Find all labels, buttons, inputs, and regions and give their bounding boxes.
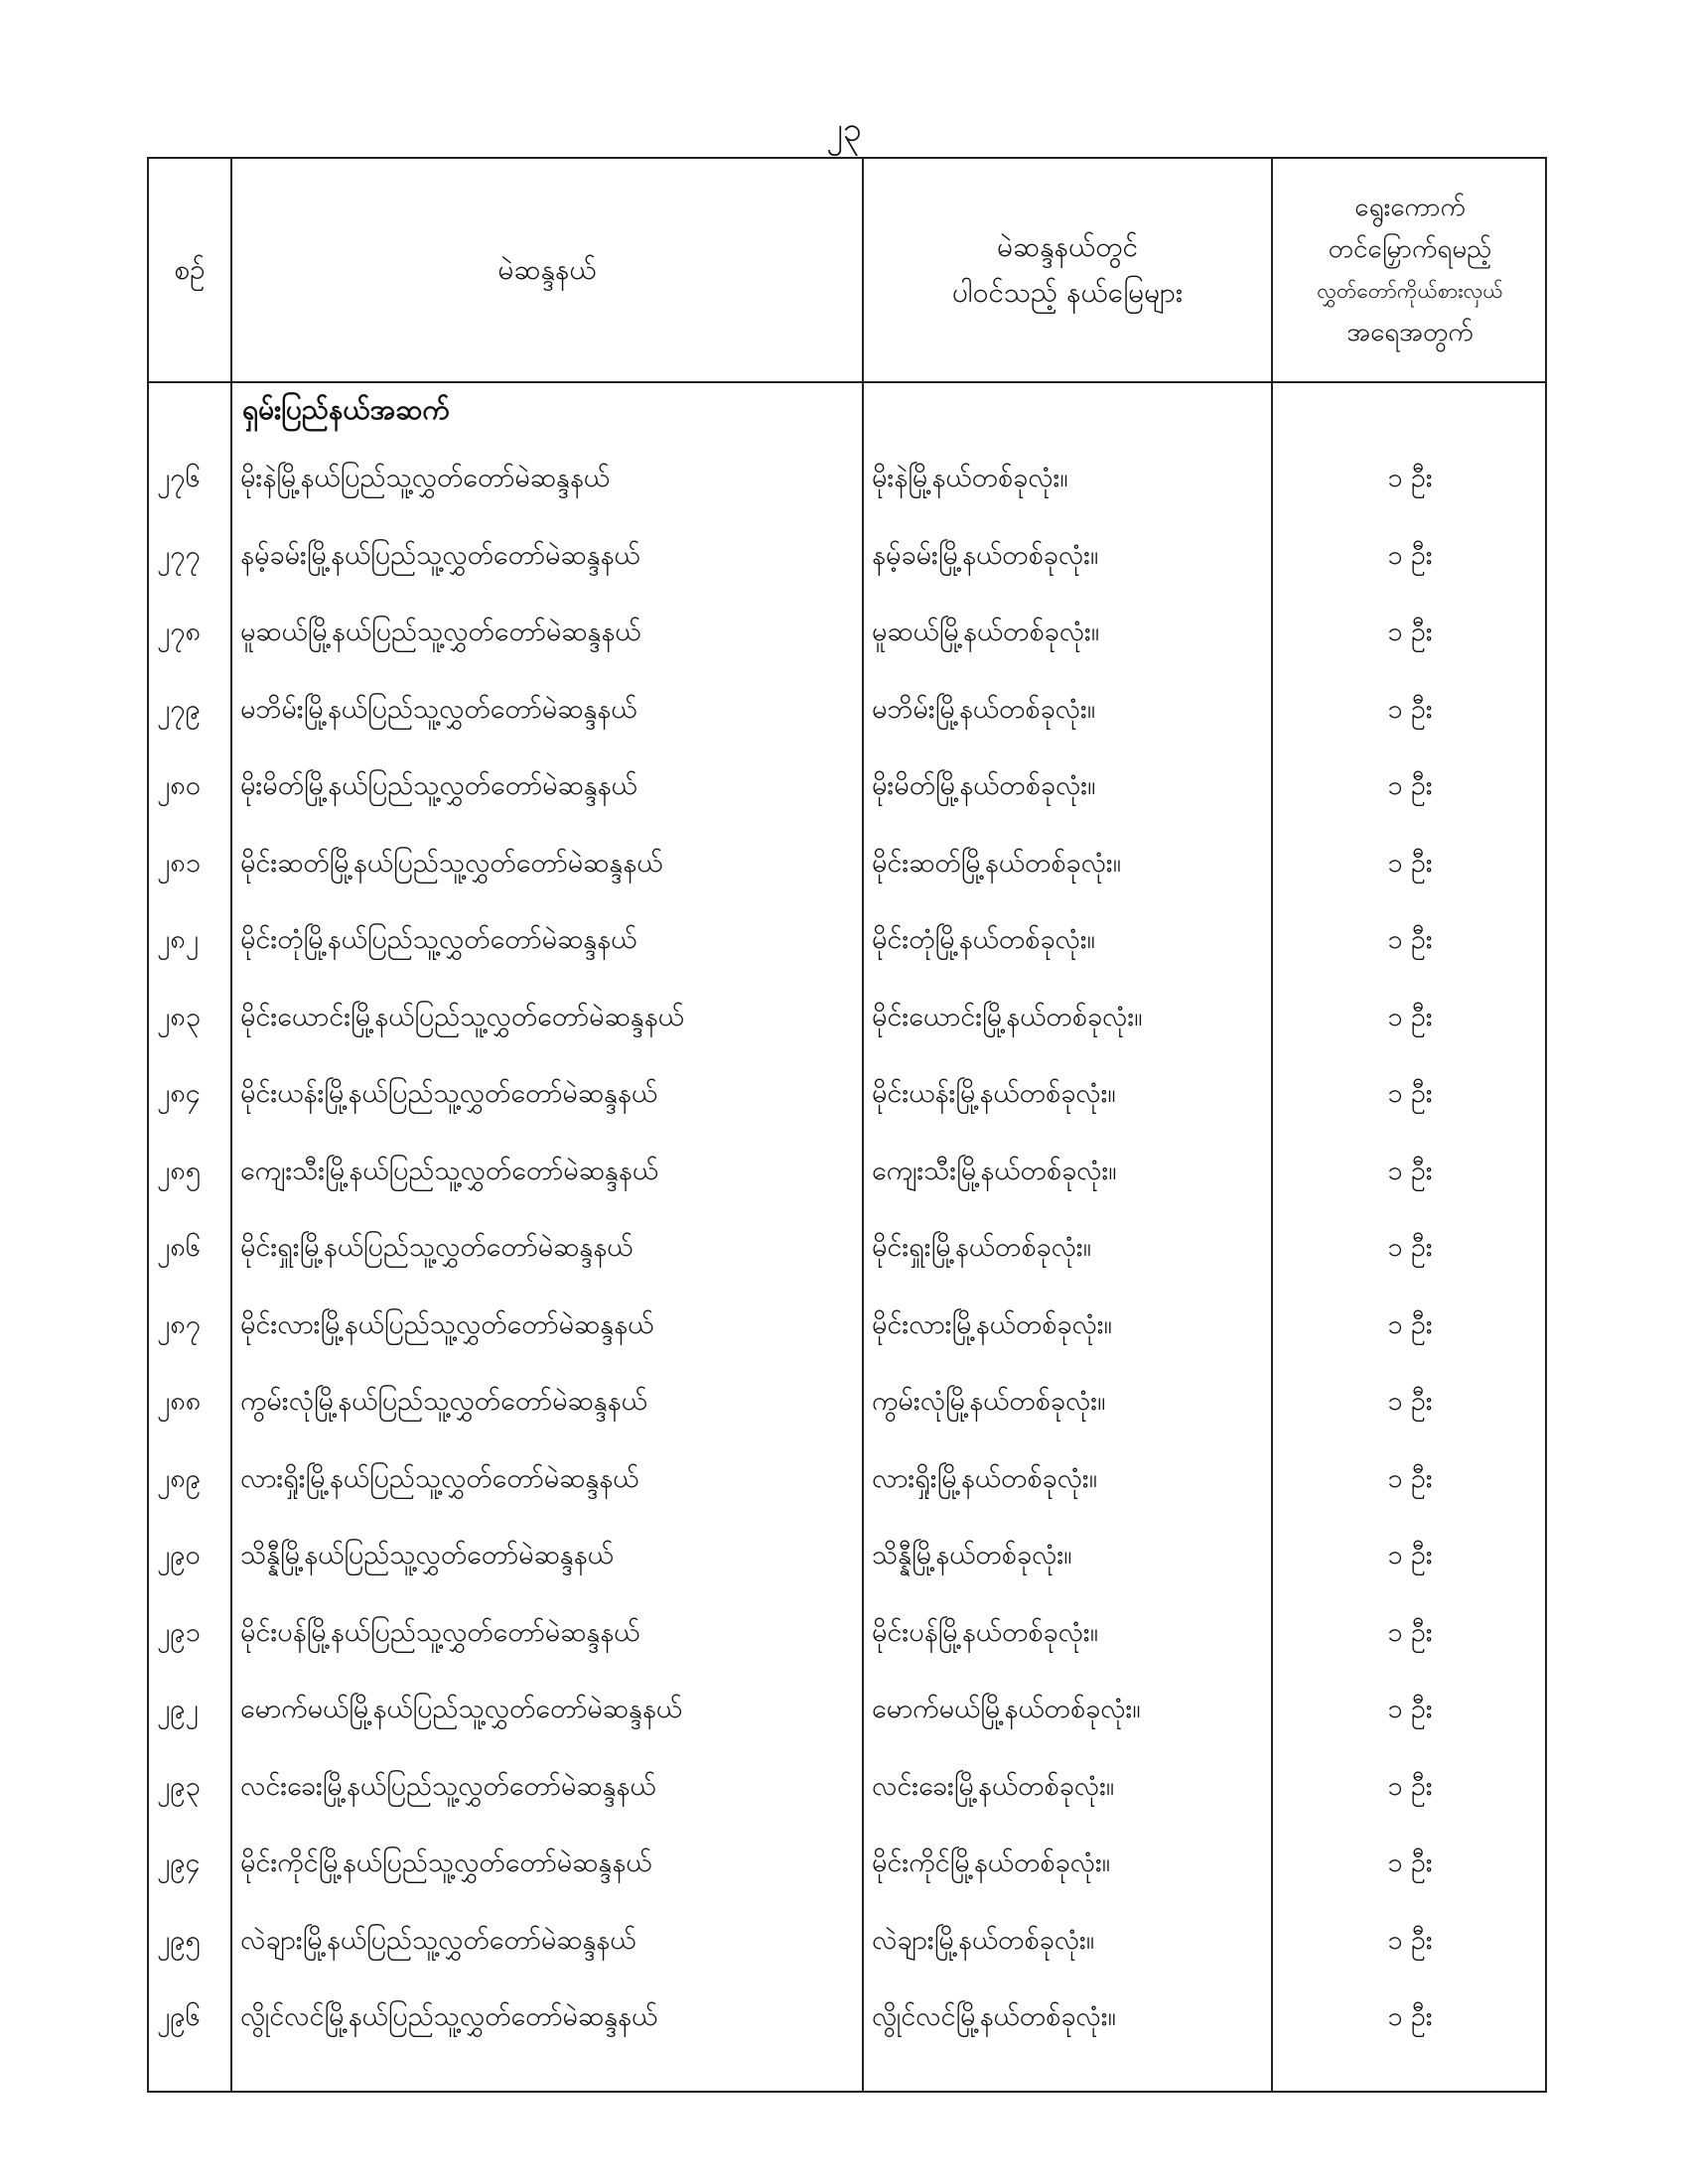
header-serial-no: စဉ် [174,253,206,286]
row-constituency: ကွမ်းလုံမြို့နယ်ပြည်သူ့လွှတ်တော်မဲဆန္ဒနယ် [240,1386,647,1417]
header-constituency: မဲဆန္ဒနယ် [497,253,597,286]
row-area: မိုင်းလားမြို့နယ်တစ်ခုလုံး။ [872,1308,1112,1340]
row-constituency: လားရှိုးမြို့နယ်ပြည်သူ့လွှတ်တော်မဲဆန္ဒနယ် [240,1462,639,1494]
row-constituency: မောက်မယ်မြို့နယ်ပြည်သူ့လွှတ်တော်မဲဆန္ဒနယ် [240,1694,682,1724]
row-constituency: လွိုင်လင်မြို့နယ်ပြည်သူ့လွှတ်တော်မဲဆန္ဒနယ် [240,2001,658,2032]
row-serial-no: ၂၉၄ [157,1847,201,1878]
row-serial-no: ၂၉၃ [157,1770,201,1802]
row-representatives: ၁ ဦး [1387,770,1433,801]
row-area: လွိုင်လင်မြို့နယ်တစ်ခုလုံး။ [872,2001,1116,2032]
row-constituency: မိုးမိတ်မြို့နယ်ပြည်သူ့လွှတ်တော်မဲဆန္ဒနယ် [240,770,637,801]
row-representatives: ၁ ဦး [1387,1232,1433,1263]
row-area: လားရှိုးမြို့နယ်တစ်ခုလုံး။ [872,1462,1097,1494]
table-row [149,832,1545,909]
row-representatives: ၁ ဦး [1387,539,1433,571]
row-constituency: လင်းခေးမြို့နယ်ပြည်သူ့လွှတ်တော်မဲဆန္ဒနယ် [240,1770,656,1802]
table-row [149,1985,1545,2063]
row-representatives: ၁ ဦး [1387,463,1433,493]
header-reps-line2: တင်မြှောက်ရမည့် [1328,234,1492,264]
row-representatives: ၁ ဦး [1387,1001,1433,1032]
table-row [149,986,1545,1063]
row-serial-no: ၂၉၆ [157,2001,201,2032]
row-serial-no: ၂၈၄ [157,1078,201,1109]
row-area: လင်းခေးမြို့နယ်တစ်ခုလုံး။ [872,1770,1115,1802]
row-constituency: မိုင်းလားမြို့နယ်ပြည်သူ့လွှတ်တော်မဲဆန္ဒနယ် [240,1308,654,1340]
row-area: မိုင်းဆတ်မြို့နယ်တစ်ခုလုံး။ [872,847,1121,879]
row-area: မူဆယ်မြို့နယ်တစ်ခုလုံး။ [872,616,1100,647]
row-area: ကျေးသီးမြို့နယ်တစ်ခုလုံး။ [872,1155,1117,1186]
row-serial-no: ၂၈၂ [157,924,199,955]
table-row [149,447,1545,524]
header-reps-line1: ရွေးကောက် [1354,193,1466,222]
row-serial-no: ၂၇၈ [157,616,201,647]
row-area: မိုင်းယန်းမြို့နယ်တစ်ခုလုံး။ [872,1078,1116,1109]
row-area: လဲချားမြို့နယ်တစ်ခုလုံး။ [872,1924,1095,1956]
header-included-areas [864,159,1271,381]
table-row [149,1294,1545,1371]
row-representatives: ၁ ဦး [1387,1462,1433,1494]
row-representatives: ၁ ဦး [1387,1308,1433,1340]
row-area: မိုင်းပန်မြို့နယ်တစ်ခုလုံး။ [872,1616,1098,1648]
row-constituency: မိုင်းပန်မြို့နယ်ပြည်သူ့လွှတ်တော်မဲဆန္ဒနယ် [240,1616,640,1648]
row-area: မိုးနဲမြို့နယ်တစ်ခုလုံး။ [872,463,1068,493]
row-area: မိုင်းရှူးမြို့နယ်တစ်ခုလုံး။ [872,1232,1091,1263]
row-representatives: ၁ ဦး [1387,1770,1433,1802]
row-representatives: ၁ ဦး [1387,2001,1433,2032]
row-representatives: ၁ ဦး [1387,1847,1433,1878]
table-row [149,754,1545,832]
row-area: သိန္နီမြို့နယ်တစ်ခုလုံး။ [872,1540,1072,1570]
table-row [149,1447,1545,1525]
table-row [149,1909,1545,1986]
row-area: မိုင်းယောင်းမြို့နယ်တစ်ခုလုံး။ [872,1001,1143,1032]
row-serial-no: ၂၇၉ [157,693,201,725]
row-serial-no: ၂၈၉ [157,1462,201,1494]
constituency-table [147,157,1547,2093]
table-body [149,447,1545,2063]
row-constituency: မိုင်းရှူးမြို့နယ်ပြည်သူ့လွှတ်တော်မဲဆန္ဒနယ် [240,1232,633,1263]
row-constituency: ကျေးသီးမြို့နယ်ပြည်သူ့လွှတ်တော်မဲဆန္ဒနယ် [240,1155,658,1186]
row-representatives: ၁ ဦး [1387,924,1433,955]
row-serial-no: ၂၈၃ [157,1001,201,1032]
row-serial-no: ၂၉၅ [157,1924,201,1956]
row-serial-no: ၂၈၈ [157,1386,202,1417]
header-reps-line3: လွှတ်တော်ကိုယ်စားလှယ် [1317,279,1503,303]
row-representatives: ၁ ဦး [1387,847,1433,879]
table-row [149,1524,1545,1601]
row-area: မောက်မယ်မြို့နယ်တစ်ခုလုံး။ [872,1694,1141,1724]
row-representatives: ၁ ဦး [1387,1924,1433,1956]
row-constituency: မိုင်းဆတ်မြို့နယ်ပြည်သူ့လွှတ်တော်မဲဆန္ဒနယ် [240,847,663,879]
table-row [149,1678,1545,1755]
table-row [149,1832,1545,1909]
row-representatives: ၁ ဦး [1387,1540,1433,1570]
row-representatives: ၁ ဦး [1387,1386,1433,1417]
row-area: နမ့်ခမ်းမြို့နယ်တစ်ခုလုံး။ [872,539,1099,571]
header-divider [149,381,1545,383]
row-serial-no: ၂၉၁ [157,1616,201,1648]
row-representatives: ၁ ဦး [1387,693,1433,725]
table-row [149,524,1545,602]
header-areas-line2: ပါဝင်သည့် နယ်မြေများ [951,276,1184,309]
header-representatives [1273,159,1547,381]
row-serial-no: ၂၈၆ [157,1232,201,1263]
row-representatives: ၁ ဦး [1387,1616,1433,1648]
row-representatives: ၁ ဦး [1387,616,1433,647]
row-serial-no: ၂၇၆ [157,463,201,493]
row-area: မိုင်းကိုင်မြို့နယ်တစ်ခုလုံး။ [872,1847,1110,1878]
row-constituency: မိုးနဲမြို့နယ်ပြည်သူ့လွှတ်တော်မဲဆန္ဒနယ် [240,463,611,493]
row-serial-no: ၂၈၁ [157,847,201,879]
row-serial-no: ၂၉၂ [157,1694,199,1724]
table-row [149,1140,1545,1217]
section-title: ရှမ်းပြည်နယ်အဆက် [242,393,450,426]
table-row [149,1062,1545,1140]
row-serial-no: ၂၈၇ [157,1308,201,1340]
row-constituency: နမ့်ခမ်းမြို့နယ်ပြည်သူ့လွှတ်တော်မဲဆန္ဒနယ် [240,539,640,571]
page-number: ၂၃ [826,110,862,150]
row-serial-no: ၂၇၇ [157,539,201,571]
row-area: ကွမ်းလုံမြို့နယ်တစ်ခုလုံး။ [872,1386,1106,1417]
table-row [149,1370,1545,1447]
header-reps-line4: အရေအတွက် [1346,318,1474,347]
row-representatives: ၁ ဦး [1387,1694,1433,1724]
row-constituency: မိုင်းကိုင်မြို့နယ်ပြည်သူ့လွှတ်တော်မဲဆန္ဒနယ် [240,1847,652,1878]
row-representatives: ၁ ဦး [1387,1155,1433,1186]
table-row [149,1216,1545,1294]
row-constituency: လဲချားမြို့နယ်ပြည်သူ့လွှတ်တော်မဲဆန္ဒနယ် [240,1924,636,1956]
row-serial-no: ၂၈၅ [157,1155,201,1186]
table-row [149,1755,1545,1833]
table-row [149,678,1545,755]
table-row [149,1601,1545,1679]
row-serial-no: ၂၈၀ [157,770,201,801]
table-row [149,601,1545,678]
row-constituency: မိုင်းယန်းမြို့နယ်ပြည်သူ့လွှတ်တော်မဲဆန္ဒနယ် [240,1078,658,1109]
header-areas-line1: မဲဆန္ဒနယ်တွင် [997,230,1138,263]
row-constituency: မိုင်းယောင်းမြို့နယ်ပြည်သူ့လွှတ်တော်မဲဆန္ဒနယ် [240,1001,684,1032]
row-constituency: မူဆယ်မြို့နယ်ပြည်သူ့လွှတ်တော်မဲဆန္ဒနယ် [240,616,641,647]
row-serial-no: ၂၉၀ [157,1540,201,1570]
row-constituency: သိန္နီမြို့နယ်ပြည်သူ့လွှတ်တော်မဲဆန္ဒနယ် [240,1540,614,1570]
row-constituency: မဘိမ်းမြို့နယ်ပြည်သူ့လွှတ်တော်မဲဆန္ဒနယ် [240,693,637,725]
row-area: မိုးမိတ်မြို့နယ်တစ်ခုလုံး။ [872,770,1096,801]
table-row [149,908,1545,986]
row-area: မိုင်းတုံမြို့နယ်တစ်ခုလုံး။ [872,924,1095,955]
row-constituency: မိုင်းတုံမြို့နယ်ပြည်သူ့လွှတ်တော်မဲဆန္ဒနယ် [240,924,637,955]
row-area: မဘိမ်းမြို့နယ်တစ်ခုလုံး။ [872,693,1096,725]
row-representatives: ၁ ဦး [1387,1078,1433,1109]
